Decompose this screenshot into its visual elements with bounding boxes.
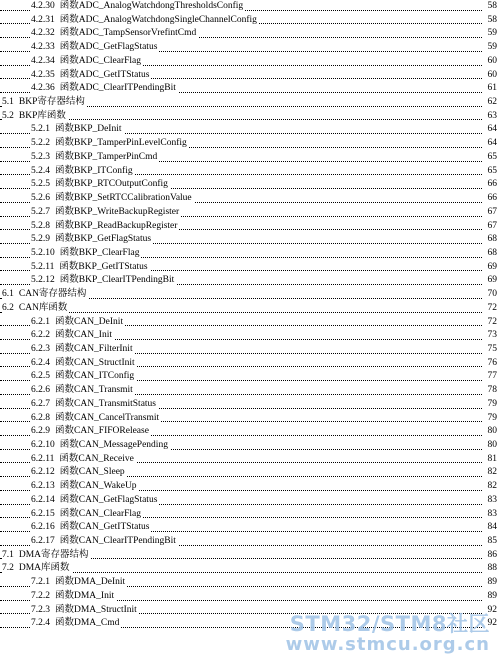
- toc-entry-label: [31, 233, 153, 247]
- toc-entry-label: [2, 549, 91, 563]
- section-title: 函数CAN_GetITStatus: [59, 522, 150, 533]
- section-title: 函数BKP_GetITStatus: [59, 261, 148, 272]
- section-number: 6.2.16: [31, 522, 55, 533]
- section-title: 函数CAN_ClearITPendingBit: [59, 536, 176, 547]
- page-number: 67: [486, 220, 498, 234]
- page-number: 83: [486, 508, 498, 522]
- section-title: 函数ADC_TampSensorVrefintCmd: [59, 28, 197, 39]
- section-title: 函数BKP_TamperPinLevelConfig: [55, 138, 187, 149]
- page-number: 65: [486, 151, 498, 165]
- toc-entry[interactable]: [0, 123, 500, 137]
- section-number: 4.2.32: [31, 28, 55, 39]
- toc-entry[interactable]: [0, 357, 500, 371]
- toc-entry[interactable]: [0, 82, 500, 96]
- section-title: 函数CAN_GetFlagStatus: [59, 494, 158, 505]
- toc-entry[interactable]: [0, 343, 500, 357]
- dot-leader: [0, 119, 482, 120]
- section-number: 7.2: [2, 563, 14, 574]
- section-title: 函数CAN_ClearFlag: [59, 508, 142, 519]
- toc-entry[interactable]: [0, 604, 500, 618]
- section-title: 函数BKP_ReadBackupRegister: [55, 220, 178, 231]
- toc-entry-label: [31, 412, 161, 426]
- dot-leader: [0, 572, 482, 573]
- toc-entry-label: [31, 604, 139, 618]
- page-number: 60: [486, 55, 498, 69]
- section-title: 函数CAN_Receive: [59, 453, 134, 464]
- section-number: 5.2.8: [31, 220, 50, 231]
- page-number: 68: [486, 247, 498, 261]
- page-number: 63: [486, 110, 498, 124]
- toc-entry-label: [2, 96, 87, 110]
- toc-entry[interactable]: [0, 206, 500, 220]
- section-number: 6.2.10: [31, 440, 55, 450]
- toc-entry-label: [31, 508, 143, 522]
- section-title: 函数BKP_GetFlagStatus: [55, 234, 152, 245]
- page-number: 79: [486, 412, 498, 426]
- toc-entry-label: [31, 425, 151, 439]
- section-number: 6.2.4: [31, 357, 50, 368]
- page-number: 80: [486, 439, 498, 453]
- toc-entry-label: [31, 178, 170, 192]
- section-number: 5.2.3: [31, 151, 50, 162]
- page-number: 73: [486, 329, 498, 343]
- section-number: 5.1: [2, 97, 14, 108]
- section-number: 6.2.11: [31, 453, 55, 464]
- section-number: 7.1: [2, 549, 14, 560]
- page-number: 92: [486, 604, 498, 618]
- toc-entry[interactable]: [0, 288, 500, 302]
- page-number: 89: [486, 576, 498, 590]
- section-title: 函数CAN_Transmit: [55, 385, 133, 396]
- toc-entry[interactable]: [0, 425, 500, 439]
- toc-entry[interactable]: [0, 398, 500, 412]
- page-number: 62: [486, 96, 498, 110]
- section-title: 函数ADC_AnalogWatchdongThresholdsConfig: [59, 1, 244, 11]
- section-number: 6.1: [2, 289, 14, 300]
- toc-entry[interactable]: [0, 137, 500, 151]
- toc-entry-label: [31, 316, 125, 330]
- section-number: 5.2.1: [31, 124, 50, 135]
- section-number: 5.2.11: [31, 261, 55, 272]
- section-title: 函数DMA_Init: [55, 590, 115, 601]
- section-title: 函数CAN_FilterInit: [55, 343, 133, 354]
- watermark-url: www.stmcu.org.cn: [285, 634, 490, 655]
- section-title: 函数BKP_ITConfig: [55, 165, 133, 176]
- section-number: 5.2.10: [31, 247, 55, 258]
- section-title: 函数ADC_AnalogWatchdongSingleChannelConfig: [59, 14, 257, 25]
- page-number: 78: [486, 384, 498, 398]
- toc-entry-label: [31, 220, 179, 234]
- section-title: 函数DMA_StructInit: [55, 604, 137, 615]
- page-number: 92: [486, 617, 498, 631]
- section-number: 6.2.8: [31, 412, 50, 423]
- section-title: 函数ADC_ClearFlag: [59, 55, 142, 66]
- toc-entry-label: [2, 110, 68, 124]
- page-number: 83: [486, 494, 498, 508]
- section-number: 6.2.17: [31, 536, 55, 547]
- toc-entry-label: [31, 151, 159, 165]
- page-number: 64: [486, 137, 498, 151]
- section-title: 函数CAN_WakeUp: [59, 481, 137, 492]
- section-title: 函数BKP_WriteBackupRegister: [55, 206, 180, 217]
- section-number: 4.2.30: [31, 1, 55, 11]
- toc-entry[interactable]: [0, 576, 500, 590]
- section-number: 5.2.5: [31, 179, 50, 190]
- section-title: 函数BKP_TamperPinCmd: [55, 151, 158, 162]
- toc-entry-label: [31, 494, 159, 508]
- section-number: 4.2.31: [31, 14, 55, 25]
- toc-entry[interactable]: [0, 14, 500, 28]
- section-title: 函数CAN_TransmitStatus: [55, 398, 156, 409]
- section-title: 函数CAN_MessagePending: [59, 440, 168, 450]
- toc-entry[interactable]: [0, 274, 500, 288]
- toc-entry[interactable]: [0, 96, 500, 110]
- toc-entry-label: [31, 343, 135, 357]
- toc-entry[interactable]: [0, 590, 500, 604]
- page-number: 68: [486, 233, 498, 247]
- toc-entry-label: [31, 82, 178, 96]
- toc-entry-label: [31, 27, 198, 41]
- toc-entry[interactable]: [0, 192, 500, 206]
- page-number: 86: [486, 549, 498, 563]
- toc-entry-label: [2, 302, 69, 316]
- page-number: 61: [486, 82, 498, 96]
- page-number: 72: [486, 316, 498, 330]
- page-number: 84: [486, 521, 498, 535]
- toc-entry-label: [31, 329, 114, 343]
- page-number: 85: [486, 535, 498, 549]
- page-number: 77: [486, 370, 498, 384]
- section-number: 6.2.6: [31, 385, 50, 396]
- toc-entry[interactable]: [0, 508, 500, 522]
- page-number: 58: [486, 14, 498, 28]
- section-number: 5.2.9: [31, 234, 50, 245]
- section-title: 函数CAN_Init: [55, 330, 113, 341]
- toc-entry-label: [31, 384, 135, 398]
- section-number: 5.2: [2, 110, 14, 121]
- toc-entry[interactable]: [0, 370, 500, 384]
- toc-entry[interactable]: [0, 69, 500, 83]
- section-title: 函数BKP_DeInit: [55, 124, 122, 135]
- toc-entry[interactable]: [0, 27, 500, 41]
- toc-entry[interactable]: [0, 233, 500, 247]
- toc-entry[interactable]: [0, 562, 500, 576]
- toc-entry-label: [31, 535, 178, 549]
- section-number: 6.2.9: [31, 426, 50, 437]
- section-title: BKP库函数: [18, 110, 66, 121]
- section-title: 函数CAN_DeInit: [55, 316, 124, 327]
- section-number: 5.2.2: [31, 138, 50, 149]
- toc-entry[interactable]: [0, 617, 500, 631]
- section-title: 函数CAN_CancelTransmit: [55, 412, 160, 423]
- toc-entry[interactable]: [0, 494, 500, 508]
- page-number: 59: [486, 41, 498, 55]
- page-number: 82: [486, 480, 498, 494]
- section-title: BKP寄存器结构: [18, 97, 85, 108]
- section-title: CAN寄存器结构: [18, 289, 87, 300]
- section-number: 6.2.7: [31, 398, 50, 409]
- section-title: 函数CAN_FIFORelease: [55, 426, 149, 437]
- toc-entry-label: [31, 206, 181, 220]
- section-number: 6.2.12: [31, 467, 55, 478]
- watermark-title: STM32/STM8社区: [289, 612, 490, 636]
- toc-entry[interactable]: [0, 466, 500, 480]
- section-title: 函数BKP_RTCOutputConfig: [55, 179, 168, 190]
- section-title: 函数BKP_SetRTCCalibrationValue: [55, 193, 192, 204]
- toc-entry[interactable]: [0, 41, 500, 55]
- page-number: 60: [486, 69, 498, 83]
- section-number: 7.2.1: [31, 577, 50, 588]
- toc-entry[interactable]: [0, 178, 500, 192]
- toc-entry-label: [2, 562, 72, 576]
- section-number: 6.2.15: [31, 508, 55, 519]
- toc-entry[interactable]: [0, 0, 500, 14]
- page-number: 75: [486, 343, 498, 357]
- section-title: DMA寄存器结构: [18, 549, 89, 560]
- page-number: 81: [486, 453, 498, 467]
- section-number: 6.2.13: [31, 481, 55, 492]
- toc-entry-label: [31, 0, 245, 14]
- section-number: 7.2.4: [31, 618, 50, 629]
- toc-entry[interactable]: [0, 535, 500, 549]
- section-title: 函数CAN_StructInit: [55, 357, 135, 368]
- toc-entry[interactable]: [0, 151, 500, 165]
- section-title: 函数CAN_ITConfig: [55, 371, 135, 382]
- page-number: 89: [486, 590, 498, 604]
- section-number: 7.2.3: [31, 604, 50, 615]
- section-title: 函数ADC_GetFlagStatus: [59, 42, 158, 53]
- toc-entry[interactable]: [0, 55, 500, 69]
- toc-entry-label: [31, 521, 151, 535]
- toc-entry-label: [31, 192, 194, 206]
- section-number: 5.2.7: [31, 206, 50, 217]
- toc-entry[interactable]: [0, 521, 500, 535]
- toc-entry-label: [31, 123, 124, 137]
- toc-entry[interactable]: [0, 549, 500, 563]
- toc-entry-label: [31, 590, 116, 604]
- toc-entry[interactable]: [0, 302, 500, 316]
- section-title: 函数ADC_ClearITPendingBit: [59, 83, 176, 94]
- section-title: 函数CAN_Sleep: [59, 467, 125, 478]
- section-title: DMA库函数: [18, 563, 70, 574]
- section-number: 6.2: [2, 302, 14, 313]
- toc-entry-label: [31, 14, 259, 28]
- toc-entry[interactable]: [0, 247, 500, 261]
- toc-entry-label: [31, 480, 139, 494]
- toc-entry-label: [31, 398, 158, 412]
- page-number: 58: [486, 0, 498, 14]
- section-title: 函数DMA_Cmd: [55, 618, 120, 629]
- toc-entry-label: [31, 165, 135, 179]
- section-number: 6.2.1: [31, 316, 50, 327]
- toc-entry-label: [31, 261, 150, 275]
- section-number: 7.2.2: [31, 590, 50, 601]
- toc-entry[interactable]: [0, 412, 500, 426]
- toc-entry-label: [31, 247, 141, 261]
- toc-entry[interactable]: [0, 110, 500, 124]
- page-number: 69: [486, 261, 498, 275]
- page-number: 79: [486, 398, 498, 412]
- toc-entry-label: [31, 453, 136, 467]
- toc-entry[interactable]: [0, 316, 500, 330]
- section-number: 5.2.6: [31, 193, 50, 204]
- section-number: 6.2.2: [31, 330, 50, 341]
- page-number: 72: [486, 302, 498, 316]
- toc-entry-label: [31, 439, 170, 453]
- toc-entry[interactable]: [0, 165, 500, 179]
- section-number: 6.2.5: [31, 371, 50, 382]
- toc-entry-label: [2, 288, 88, 302]
- page-number: 59: [486, 27, 498, 41]
- section-title: 函数DMA_DeInit: [55, 577, 126, 588]
- section-title: 函数BKP_ClearFlag: [59, 247, 140, 258]
- page-number: 65: [486, 165, 498, 179]
- toc-entry[interactable]: [0, 480, 500, 494]
- section-number: 4.2.36: [31, 83, 55, 94]
- toc-entry-label: [31, 576, 127, 590]
- page-number: 66: [486, 178, 498, 192]
- toc-entry[interactable]: [0, 329, 500, 343]
- toc-entry[interactable]: [0, 439, 500, 453]
- toc-entry[interactable]: [0, 220, 500, 234]
- page-number: 66: [486, 192, 498, 206]
- page-number: 69: [486, 274, 498, 288]
- page-number: 76: [486, 357, 498, 371]
- section-number: 6.2.3: [31, 343, 50, 354]
- dot-leader: [0, 312, 482, 313]
- page-number: 67: [486, 206, 498, 220]
- section-number: 5.2.12: [31, 275, 55, 286]
- page-number: 88: [486, 562, 498, 576]
- toc-entry-label: [31, 69, 151, 83]
- toc-entry-label: [31, 370, 136, 384]
- page-number: 80: [486, 425, 498, 439]
- section-title: 函数BKP_ClearITPendingBit: [59, 275, 175, 286]
- section-title: 函数ADC_GetITStatus: [59, 69, 150, 80]
- section-number: 4.2.33: [31, 42, 55, 53]
- section-number: 4.2.35: [31, 69, 55, 80]
- toc-entry-label: [31, 137, 189, 151]
- toc-entry-label: [31, 274, 176, 288]
- section-number: 6.2.14: [31, 494, 55, 505]
- toc-entry-label: [31, 357, 137, 371]
- toc-entry[interactable]: [0, 384, 500, 398]
- page-number: 64: [486, 123, 498, 137]
- toc-entry-label: [31, 466, 127, 480]
- toc-entry[interactable]: [0, 261, 500, 275]
- toc-entry-label: [31, 41, 159, 55]
- page-number: 82: [486, 466, 498, 480]
- section-number: 5.2.4: [31, 165, 50, 176]
- toc-entry-label: [31, 55, 143, 69]
- page-number: 70: [486, 288, 498, 302]
- toc-entry[interactable]: [0, 453, 500, 467]
- section-title: CAN库函数: [18, 302, 68, 313]
- section-number: 4.2.34: [31, 55, 55, 66]
- toc-entry-label: [31, 617, 121, 631]
